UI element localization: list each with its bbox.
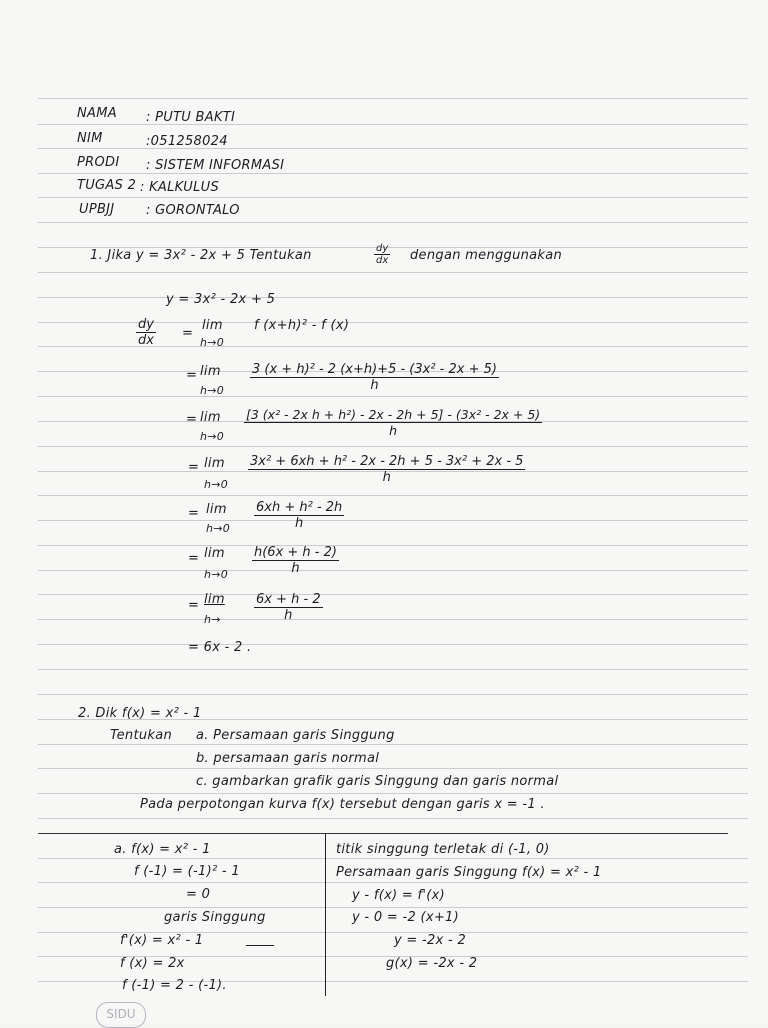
q1-step1-eq: = <box>186 368 198 383</box>
q1-lhs-dx: dx <box>138 333 154 348</box>
header-label-nim: NIM <box>77 131 103 146</box>
header-value-upbjj: : GORONTALO <box>146 203 240 218</box>
q1-title-dy: dy <box>376 243 389 254</box>
q1-step5-frac <box>252 545 339 576</box>
q2-left-line-0: a. f(x) = x² - 1 <box>114 842 211 857</box>
rule-line <box>38 570 748 571</box>
q1-eq-sign: = <box>182 326 194 341</box>
q2-item-b: b. persamaan garis normal <box>196 751 380 766</box>
q1-title-dx: dx <box>376 255 389 266</box>
q2-left-line-3: garis Singgung <box>164 910 266 925</box>
rule-line <box>38 793 748 794</box>
q2-item-a: a. Persamaan garis Singgung <box>196 728 395 743</box>
q1-given: y = 3x² - 2x + 5 <box>166 292 276 307</box>
rule-line <box>38 818 748 819</box>
rule-line <box>38 148 748 149</box>
q1-step4-frac <box>254 500 344 531</box>
q1-step3-num: 3x² + 6xh + h² - 2x - 2h + 5 - 3x² + 2x - 5 <box>250 454 524 469</box>
rule-line <box>38 768 748 769</box>
q2-right-line-2: y - f(x) = f'(x) <box>352 888 446 903</box>
header-label-prodi: PRODI <box>77 155 120 170</box>
q1-step0: f (x+h)² - f (x) <box>254 318 350 333</box>
scribble-dash <box>246 945 274 946</box>
rule-line <box>38 98 748 99</box>
header-value-prodi: : SISTEM INFORMASI <box>146 158 285 173</box>
q1-step5-den: h <box>291 561 300 576</box>
q1-step2-sub: h→0 <box>200 430 225 443</box>
rule-line <box>38 446 748 447</box>
header-value-tugas: : KALKULUS <box>140 180 219 195</box>
q1-step1-sub: h→0 <box>200 384 225 397</box>
q2-left-line-1: f (-1) = (-1)² - 1 <box>134 864 240 879</box>
q1-step5-eq: = <box>188 551 200 566</box>
rule-line <box>38 197 748 198</box>
header-label-nama: NAMA <box>77 106 117 121</box>
q2-right-line-0: titik singgung terletak di (-1, 0) <box>336 842 550 857</box>
rule-line <box>38 858 748 859</box>
q2-right-line-4: y = -2x - 2 <box>394 933 467 948</box>
table-top-line <box>38 833 728 834</box>
rule-line <box>38 520 748 521</box>
q2-left-line-4: f'(x) = x² - 1 <box>120 933 204 948</box>
q1-step2-frac <box>244 407 542 438</box>
q2-item-c: c. gambarkan grafik garis Singgung dan garis normal <box>196 774 559 789</box>
q1-title-tail: dengan menggunakan <box>410 248 563 263</box>
q1-step6-lim: lim <box>204 592 225 607</box>
q2-left-line-6: f (-1) = 2 - (-1). <box>122 978 227 993</box>
rule-line <box>38 744 748 745</box>
rule-line <box>38 594 748 595</box>
q1-step3-den: h <box>382 470 391 485</box>
q1-step3-lim: lim <box>204 456 225 471</box>
q1-step6-den: h <box>284 608 293 623</box>
q1-step3-sub: h→0 <box>204 478 229 491</box>
q1-step4-lim: lim <box>206 502 227 517</box>
column-divider <box>325 834 326 996</box>
q1-step1-lim: lim <box>200 364 221 379</box>
q1-step2-num: [3 (x² - 2x h + h²) - 2x - 2h + 5] - (3x² - 2x + 5) <box>246 407 541 422</box>
rule-line <box>38 619 748 620</box>
rule-line <box>38 124 748 125</box>
rule-line <box>38 173 748 174</box>
rule-line <box>38 222 748 223</box>
q1-step5-lim: lim <box>204 546 225 561</box>
q1-step2-lim: lim <box>200 410 221 425</box>
q1-step6-sub: h→ <box>204 613 221 626</box>
q1-title: 1. Jika y = 3x² - 2x + 5 Tentukan <box>90 248 312 263</box>
header-value-nama: : PUTU BAKTI <box>146 110 236 125</box>
rule-line <box>38 644 748 645</box>
rule-line <box>38 694 748 695</box>
header-label-upbjj: UPBJJ <box>79 202 115 217</box>
q2-right-line-3: y - 0 = -2 (x+1) <box>352 910 459 925</box>
q1-step4-eq: = <box>188 506 200 521</box>
rule-line <box>38 882 748 883</box>
q2-tentukan: Tentukan <box>110 728 173 743</box>
q1-step1-frac <box>250 362 499 393</box>
q2-right-line-5: g(x) = -2x - 2 <box>386 956 478 971</box>
q1-step4-den: h <box>295 516 304 531</box>
q1-lim: lim <box>202 318 223 333</box>
rule-line <box>38 396 748 397</box>
q1-step5-num: h(6x + h - 2) <box>254 545 337 560</box>
q1-step6-eq: = <box>188 598 200 613</box>
q1-lhs <box>136 317 156 348</box>
q1-step2-den: h <box>389 423 398 438</box>
q2-title: 2. Dik f(x) = x² - 1 <box>78 706 202 721</box>
q1-step6-frac <box>254 592 323 623</box>
q1-step5-sub: h→0 <box>204 568 229 581</box>
header-value-nim: :051258024 <box>146 134 228 149</box>
q1-step3-eq: = <box>188 460 200 475</box>
page-stamp: SIDU <box>96 1002 146 1028</box>
q1-title-dydx <box>374 243 390 266</box>
q2-right-line-1: Persamaan garis Singgung f(x) = x² - 1 <box>336 865 602 880</box>
q2-left-line-5: f (x) = 2x <box>120 956 185 971</box>
rule-line <box>38 669 748 670</box>
rule-line <box>38 297 748 298</box>
rule-line <box>38 545 748 546</box>
q1-step1-num: 3 (x + h)² - 2 (x+h)+5 - (3x² - 2x + 5) <box>252 362 497 377</box>
q1-step2-eq: = <box>186 412 198 427</box>
header-label-tugas: TUGAS 2 <box>77 178 137 193</box>
q1-step4-sub: h→0 <box>206 522 231 535</box>
q1-step6-num: 6x + h - 2 <box>256 592 321 607</box>
rule-line <box>38 907 748 908</box>
q1-step3-frac <box>248 454 525 485</box>
q1-lim-sub: h→0 <box>200 336 225 349</box>
rule-line <box>38 272 748 273</box>
q1-step4-num: 6xh + h² - 2h <box>256 500 343 515</box>
rule-line <box>38 495 748 496</box>
q2-item-c2: Pada perpotongan kurva f(x) tersebut dengan garis x = -1 . <box>140 797 545 812</box>
q2-left-line-2: = 0 <box>186 887 211 902</box>
q1-result: = 6x - 2 . <box>188 640 252 655</box>
q1-lhs-dy: dy <box>138 317 154 332</box>
q1-step1-den: h <box>370 378 379 393</box>
